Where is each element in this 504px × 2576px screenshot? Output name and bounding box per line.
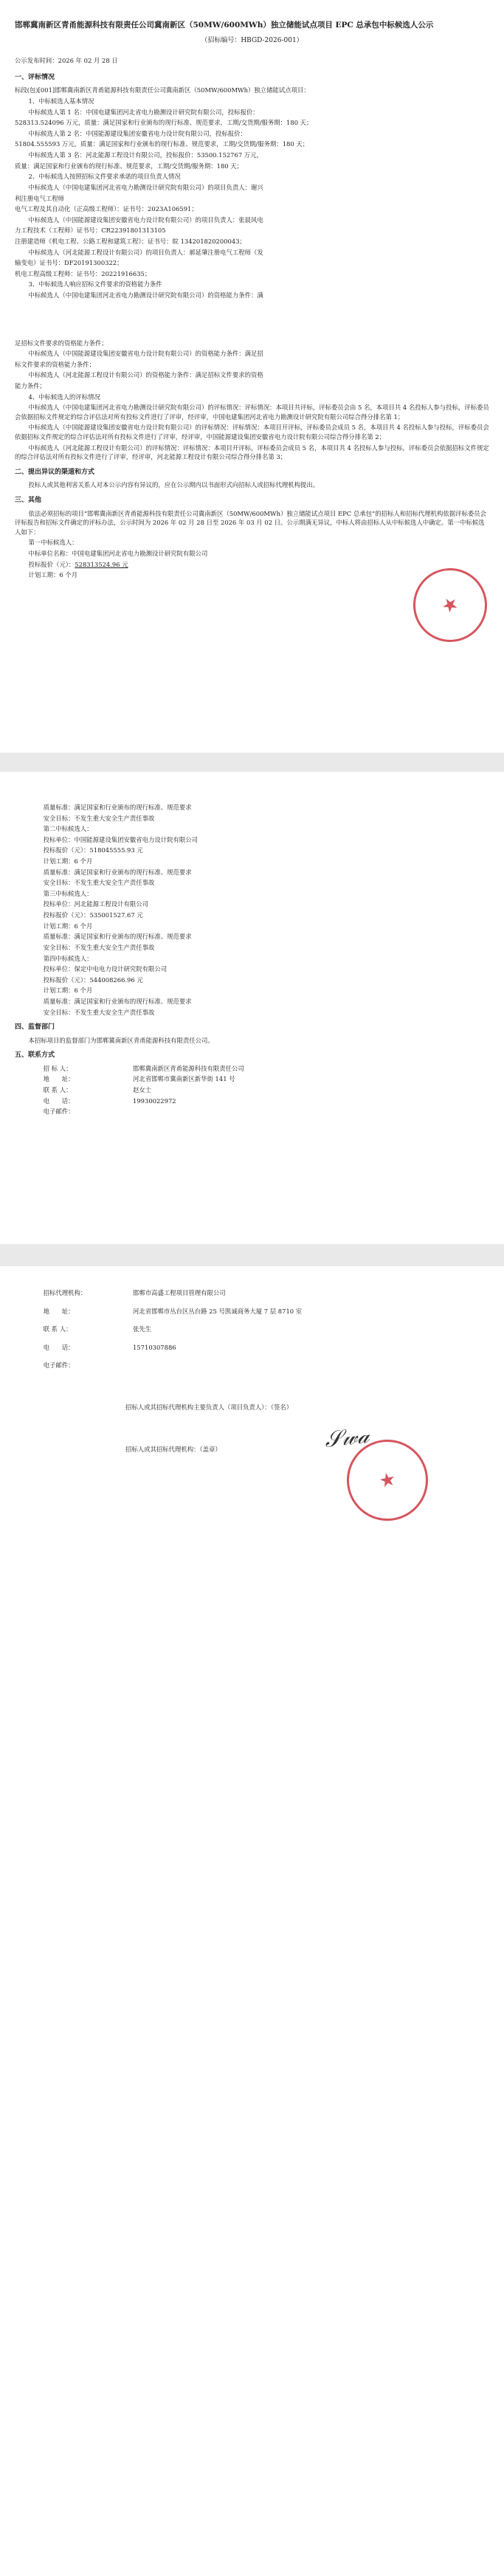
contact-row: [15, 1064, 489, 1074]
paragraph: 注册建造师《机电工程、公路工程和建筑工程》：证书号：皖 134201820200043；: [15, 237, 246, 245]
field-row: [15, 549, 489, 559]
section-heading: 一、评标情况: [15, 73, 55, 81]
section-heading: 四、监督部门: [15, 1023, 55, 1032]
field-label: 投标报价（元）：: [28, 560, 75, 568]
field-value: 6 个月: [59, 571, 78, 579]
seal-line: [15, 1445, 489, 1454]
contact-label: 电子邮件：: [43, 1361, 75, 1370]
field-row: [15, 911, 489, 920]
contact-value: 张先生: [133, 1325, 152, 1333]
field-row: [15, 560, 489, 570]
contact-value: 邯郸冀南新区青甬能源科技有限责任公司: [133, 1064, 244, 1072]
notice-title: 邯郸冀南新区青甬能源科技有限责任公司冀南新区（50MW/600MWh）独立储能试点项目 EPC 总承包中标候选人公示: [15, 21, 434, 30]
contact-label: 电 话：: [43, 1343, 75, 1351]
paragraph: 中标候选人（河北能源工程设计有限公司）的资格能力条件：满足招标文件要求的资格: [28, 371, 263, 379]
section-heading: 三、其他: [15, 497, 42, 505]
paragraph: 足招标文件要求的资格能力条件；: [15, 339, 108, 347]
contact-label: 地 址：: [43, 1075, 75, 1083]
field-label: 投标报价（元）：: [43, 911, 90, 919]
signature-line: [15, 1403, 489, 1412]
field-row: [15, 899, 489, 909]
paragraph: 机电工程高级工程师：证书号：20221916635；: [15, 269, 151, 277]
field-label: 投标报价（元）：: [43, 976, 90, 984]
signature-suffix: （签名）: [270, 1403, 293, 1412]
subheading: 1、中标候选人基本情况: [28, 97, 94, 106]
contact-row: [15, 1361, 489, 1370]
agent-seal: ★: [332, 1425, 443, 1536]
paragraph: 中标候选人第 1 名：中国电建集团河北省电力勘测设计研究院有限公司，投标报价：: [28, 108, 259, 116]
paragraph: 计划工期：6 个月: [43, 857, 93, 866]
contact-label: 电 话：: [43, 1097, 75, 1105]
field-value: 544008266.96 元: [89, 976, 143, 984]
paragraph: 标段(包)[001]邯郸冀南新区青甬能源科技有限责任公司冀南新区（50MW/600MWh）独立储能试点项目：: [15, 86, 310, 94]
paragraph: 标文件要求的资格能力条件；: [15, 360, 95, 368]
contact-label: 电子邮件：: [43, 1108, 75, 1116]
contact-label: 地 址：: [43, 1307, 75, 1315]
publish-date: 公示发布时间：2026 年 02 月 28 日: [15, 57, 118, 65]
paragraph: 利注册电气工程师: [15, 194, 64, 202]
paragraph: 能力条件；: [15, 382, 46, 390]
paragraph: 质量标准：满足国家和行业颁布的现行标准、规范要求: [43, 804, 192, 811]
field-label: 计划工期：: [28, 571, 60, 579]
field-row: [15, 835, 489, 845]
contact-value: 15710307886: [133, 1343, 176, 1351]
section-heading: 二、提出异议的渠道和方式: [15, 468, 95, 476]
contact-value: 河北省邯郸市丛台区丛台路 25 号凯诚商务大厦 7 层 8710 室: [133, 1307, 303, 1315]
section-heading: 五、联系方式: [15, 1052, 55, 1060]
paragraph: 中标候选人（中国电建集团河北省电力勘测设计研究院有限公司）的评标情况：评标情况：本项目共评标，评标委员会由 5 名，本项目共 4 名投标人参与投标，评标委员会依据招标文件规定的综合评估法对所有投标文件进行了评审，经评审，中国电建集团河北省电力勘测设计研究院有限公司综合得分排名第 1；: [15, 404, 489, 421]
document-page-1: [0, 0, 504, 753]
field-label: 投标单位：: [43, 965, 75, 973]
paragraph: 中标候选人（中国能源建设集团安徽省电力设计院有限公司）的资格能力条件：满足招: [28, 350, 263, 358]
paragraph: 计划工期：6 个月: [43, 922, 93, 930]
contact-value: 河北省邯郸市冀南新区新华街 141 号: [133, 1075, 235, 1083]
contact-label: 联 系 人：: [43, 1325, 72, 1333]
field-row: [15, 846, 489, 855]
paragraph: 中标候选人（中国能源建设集团安徽省电力设计院有限公司）的项目负责人：张晨风电: [28, 215, 263, 224]
paragraph: 输变电）证书号：DF20191300322；: [15, 259, 123, 267]
paragraph: 中标候选人（河北能源工程设计有限公司）的评标情况：评标情况：本项目开评标，评标委员会成员 5 名，本项目共 4 名投标人参与投标，评标委员会依据招标文件规定的综合评估法对所有投标文件进行了评审，经评审，河北能源工程设计有限公司综合得分排名第 3；: [15, 443, 489, 461]
handwritten-signature: 𝒮𝓌𝒶: [323, 1422, 371, 1454]
paragraph: 质量：满足国家和行业颁布的现行标准、规范要求，工期/交货期/服务期：180 天；: [15, 162, 244, 170]
paragraph: 528313.524096 万元，质量：满足国家和行业颁布的现行标准、规范要求，工期/交货期/服务期：180 天；: [15, 119, 313, 127]
paragraph: 中标候选人（中国电建集团河北省电力勘测设计研究院有限公司）的项目负责人：谢兴: [28, 183, 263, 191]
field-row: [15, 570, 489, 580]
contact-label: 招标代理机构：: [43, 1289, 87, 1296]
paragraph: 安全目标：不发生重大安全生产责任事故: [43, 814, 155, 822]
field-row: [15, 976, 489, 985]
paragraph: 中标候选人（河北能源工程设计有限公司）的项目负责人：郝延肇注册电气工程师（发: [28, 248, 263, 256]
subheading: 2、中标候选人按照招标文件要求承诺的项目负责人情况: [28, 173, 181, 181]
field-value: 535001527.67 元: [89, 911, 143, 919]
paragraph: 第二中标候选人：: [43, 825, 93, 833]
subheading: 3、中标候选人响应招标文件要求的资格能力条件: [28, 280, 162, 289]
field-value: 中国电建集团河北省电力勘测设计研究院有限公司: [72, 549, 208, 557]
paragraph: 安全目标：不发生重大安全生产责任事故: [43, 1008, 155, 1016]
contact-value: 邯郸市高盛工程项目管理有限公司: [133, 1289, 226, 1296]
paragraph: 投标人或其他利害关系人对本公示内容有异议的，应在公示期内以书面形式向招标人或招标代理机构提出。: [28, 481, 320, 489]
field-label: 中标单位名称：: [28, 549, 72, 557]
paragraph: 中标候选人第 3 名：河北能源工程设计有限公司，投标报价：53500.152767 万元，: [28, 151, 263, 159]
paragraph: 安全目标：不发生重大安全生产责任事故: [43, 879, 155, 887]
contact-row: [15, 1074, 489, 1084]
paragraph: 中标候选人（中国能源建设集团安徽省电力设计院有限公司）的评标情况：评标情况：本项目开评标，评标委员会成员 5 名，本项目共 4 名投标人参与投标，评标委员会依据招标文件规定的综合评估法对所有投标文件进行了评审，经评审，中国能源建设集团安徽省电力设计院有限公司综合得分排名第 2；: [15, 424, 489, 441]
paragraph: 安全目标：不发生重大安全生产责任事故: [43, 943, 155, 951]
seal-label: 招标人或其招标代理机构：: [125, 1445, 200, 1453]
field-row: [15, 964, 489, 974]
paragraph: 中标候选人（中国电建集团河北省电力勘测设计研究院有限公司）的资格能力条件：满: [28, 291, 263, 299]
paragraph: 第一中标候选人：: [28, 539, 78, 547]
field-label: 投标单位：: [43, 900, 75, 908]
contact-row: [15, 1343, 489, 1353]
paragraph: 本招标项目的监督部门为邯郸冀南新区青甬能源科技有限责任公司。: [28, 1036, 214, 1044]
contact-label: 联 系 人：: [43, 1086, 72, 1094]
paragraph: 质量标准：满足国家和行业颁布的现行标准、规范要求: [43, 997, 192, 1005]
field-label: 投标报价（元）：: [43, 846, 90, 854]
contact-row: [15, 1097, 489, 1106]
paragraph: 计划工期：6 个月: [43, 987, 93, 995]
seal-suffix: （盖章）: [199, 1445, 221, 1453]
paragraph: 第四中标候选人：: [43, 954, 93, 962]
paragraph: 第三中标候选人：: [43, 889, 93, 897]
contact-label: 招 标 人：: [43, 1064, 72, 1072]
contact-value: 赵女士: [133, 1086, 152, 1094]
field-value: 中国能源建设集团安徽省电力设计院有限公司: [74, 835, 198, 843]
contact-row: [15, 1288, 489, 1298]
field-value: 528313524.96 元: [75, 560, 128, 568]
company-seal: ★: [398, 553, 503, 657]
contact-row: [15, 1307, 489, 1316]
paragraph: 51804.555593 万元，质量：满足国家和行业颁布的现行标准、规范要求，工期/交货期/服务期：180 天；: [15, 140, 309, 148]
contact-row: [15, 1085, 489, 1095]
blank-space: [15, 302, 489, 337]
contact-row: [15, 1325, 489, 1334]
subheading: 4、中标候选人的评标情况: [28, 393, 100, 401]
contact-value: 19930022972: [133, 1097, 176, 1105]
field-value: 河北能源工程设计有限公司: [74, 900, 148, 908]
paragraph: 依法必须招标的项目“邯郸冀南新区青甬能源科技有限责任公司冀南新区（50MW/600MWh）独立储能试点项目 EPC 总承包”的招标人和招标代理机构依据评标委员会评标报告和招标文件确定的评标办法，公示时间为 2026 年 02 月 28 日至 2026 年 03 月 02 日。公示期满无异议，中标人将由招标人从中标候选人中确定。第一中标候选人如下：: [15, 509, 486, 536]
paragraph: 中标候选人第 2 名：中国能源建设集团安徽省电力设计院有限公司，投标报价：: [28, 129, 246, 137]
contact-row: [15, 1107, 489, 1116]
paragraph: 力工程技术（工程师）证书号：CR22391801313105: [15, 227, 166, 235]
tender-number: （招标编号：HBGD-2026-001）: [201, 36, 303, 44]
field-value: 518045555.93 元: [89, 846, 143, 854]
document-page-3: [0, 1266, 504, 2576]
paragraph: 电气工程及其自动化（正高级工程师）：证书号：2023A106591；: [15, 205, 198, 213]
field-label: 投标单位：: [43, 835, 75, 843]
paragraph: 质量标准：满足国家和行业颁布的现行标准、规范要求: [43, 868, 192, 876]
document-page-2: [0, 772, 504, 1244]
field-value: 保定中电电力设计研究院有限公司: [74, 965, 168, 973]
signature-label: 招标人或其招标代理机构主要负责人（项目负责人）：: [125, 1403, 271, 1412]
paragraph: 质量标准：满足国家和行业颁布的现行标准、规范要求: [43, 933, 192, 941]
